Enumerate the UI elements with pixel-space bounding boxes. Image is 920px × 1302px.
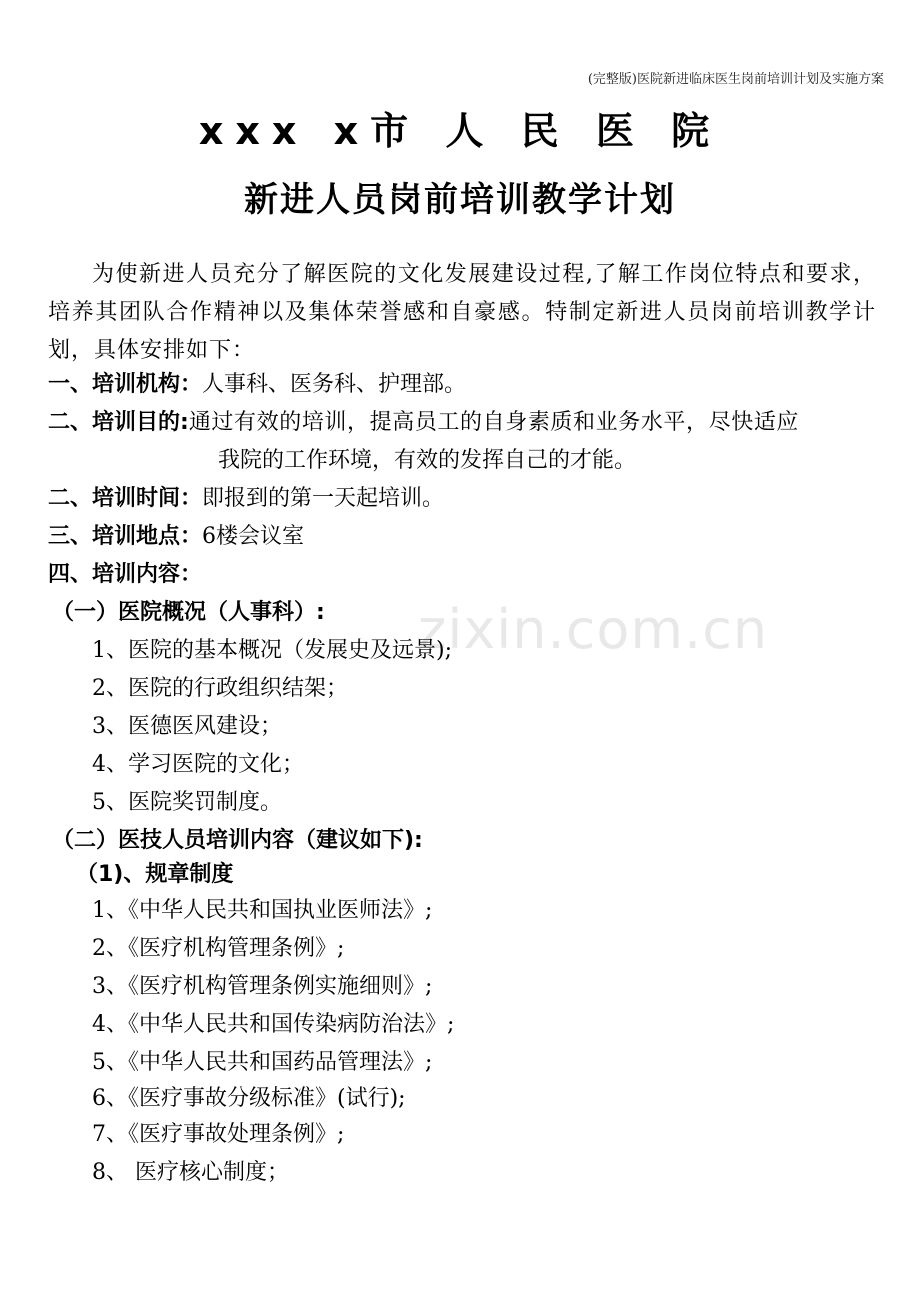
- part2-subheading: （1)、规章制度: [76, 862, 234, 887]
- part1-item: 3、医德医风建设；: [92, 714, 282, 739]
- section-location: [48, 522, 304, 552]
- section-institution: [48, 370, 466, 400]
- part2-item: 3、《医疗机构管理条例实施细则》;: [92, 974, 433, 999]
- section-text: 人事科、医务科、护理部。: [202, 372, 467, 397]
- section-label: 三、培训地点：: [48, 524, 203, 549]
- hospital-title: xxx x市 人 民 医 院: [198, 109, 722, 153]
- part2-item: 8、 医疗核心制度；: [92, 1160, 289, 1185]
- section-content-heading: 四、培训内容：: [48, 562, 203, 587]
- section-purpose-continued: 我院的工作环境，有效的发挥自己的才能。: [218, 448, 637, 473]
- document-header-note: (完整版)医院新进临床医生岗前培训计划及实施方案: [587, 72, 884, 87]
- part2-item: 6、《医疗事故分级标准》(试行);: [92, 1086, 406, 1111]
- part2-item: 7、《医疗事故处理条例》;: [92, 1122, 345, 1147]
- intro-paragraph: 为使新进人员充分了解医院的文化发展建设过程,了解工作岗位特点和要求，培养其团队合作精神以及集体荣誉感和自豪感。特制定新进人员岗前培训教学计划，具体安排如下：: [48, 262, 876, 363]
- section-label: 一、培训机构：: [48, 372, 203, 397]
- part1-item: 2、医院的行政组织结架；: [92, 676, 348, 701]
- part1-item: 4、学习医院的文化；: [92, 752, 304, 777]
- part2-item: 2、《医疗机构管理条例》;: [92, 936, 345, 961]
- part2-item: 1、《中华人民共和国执业医师法》;: [92, 898, 433, 923]
- plan-title: 新进人员岗前培训教学计划: [244, 180, 676, 220]
- part2-item: 4、《中华人民共和国传染病防治法》;: [92, 1012, 455, 1037]
- section-label: 二、培训时间：: [48, 486, 203, 511]
- section-time: [48, 484, 444, 514]
- part2-item: 5、《中华人民共和国药品管理法》;: [92, 1050, 433, 1075]
- part1-heading: （一）医院概况（人事科）:: [52, 600, 325, 625]
- section-text: 通过有效的培训，提高员工的自身素质和业务水平，尽快适应: [188, 410, 800, 435]
- section-label: 二、培训目的:: [48, 410, 189, 435]
- section-text: 6楼会议室: [202, 524, 305, 549]
- watermark: zixin.com.cn: [418, 598, 769, 661]
- part1-item: 1、医院的基本概况（发展史及远景);: [92, 638, 452, 663]
- section-text: 即报到的第一天起培训。: [202, 486, 445, 511]
- section-purpose: [48, 408, 799, 438]
- part1-item: 5、医院奖罚制度。: [92, 790, 282, 815]
- part2-heading: （二）医技人员培训内容（建议如下):: [52, 828, 423, 853]
